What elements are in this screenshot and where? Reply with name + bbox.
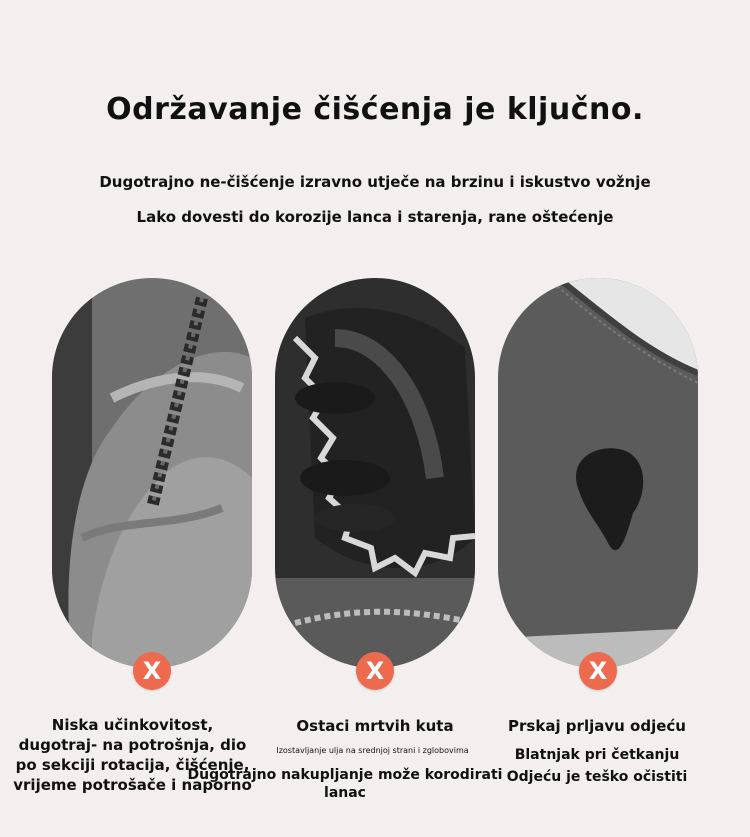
x-mark-icon: X [356,652,394,690]
card-1-heading: Niska učinkovitost, dugotraj- na potrošnja, dio po sekciji rotacija, čišćenje, vrijeme potrošače i naporno [13,716,252,794]
card-2-small-note: Izostavljanje ulja na srednjoj strani i zglobovima [276,746,469,755]
page-title: Održavanje čišćenja je ključno. [106,92,644,127]
photo-stained-clothing [498,278,698,668]
card-3-heading: Prskaj prljavu odjeću [508,717,686,735]
card-3-line-1: Blatnjak pri četkanju [514,747,680,763]
subtitle-line-2: Lako dovesti do korozije lanca i starenja, rane oštećenje [136,208,614,226]
x-mark-icon: X [133,652,171,690]
card-2-heading: Ostaci mrtvih kuta [296,717,454,735]
card-3-line-2: Odjeću je teško očistiti [506,769,688,785]
photo-dirty-chainring [275,278,475,668]
photo-rag-wiping-chain [52,278,252,668]
card-2-body: Dugotrajno nakupljanje može korodirati lanac [187,767,503,801]
subtitle-line-1: Dugotrajno ne-čišćenje izravno utječe na brzinu i iskustvo vožnje [99,173,651,191]
x-mark-icon: X [579,652,617,690]
